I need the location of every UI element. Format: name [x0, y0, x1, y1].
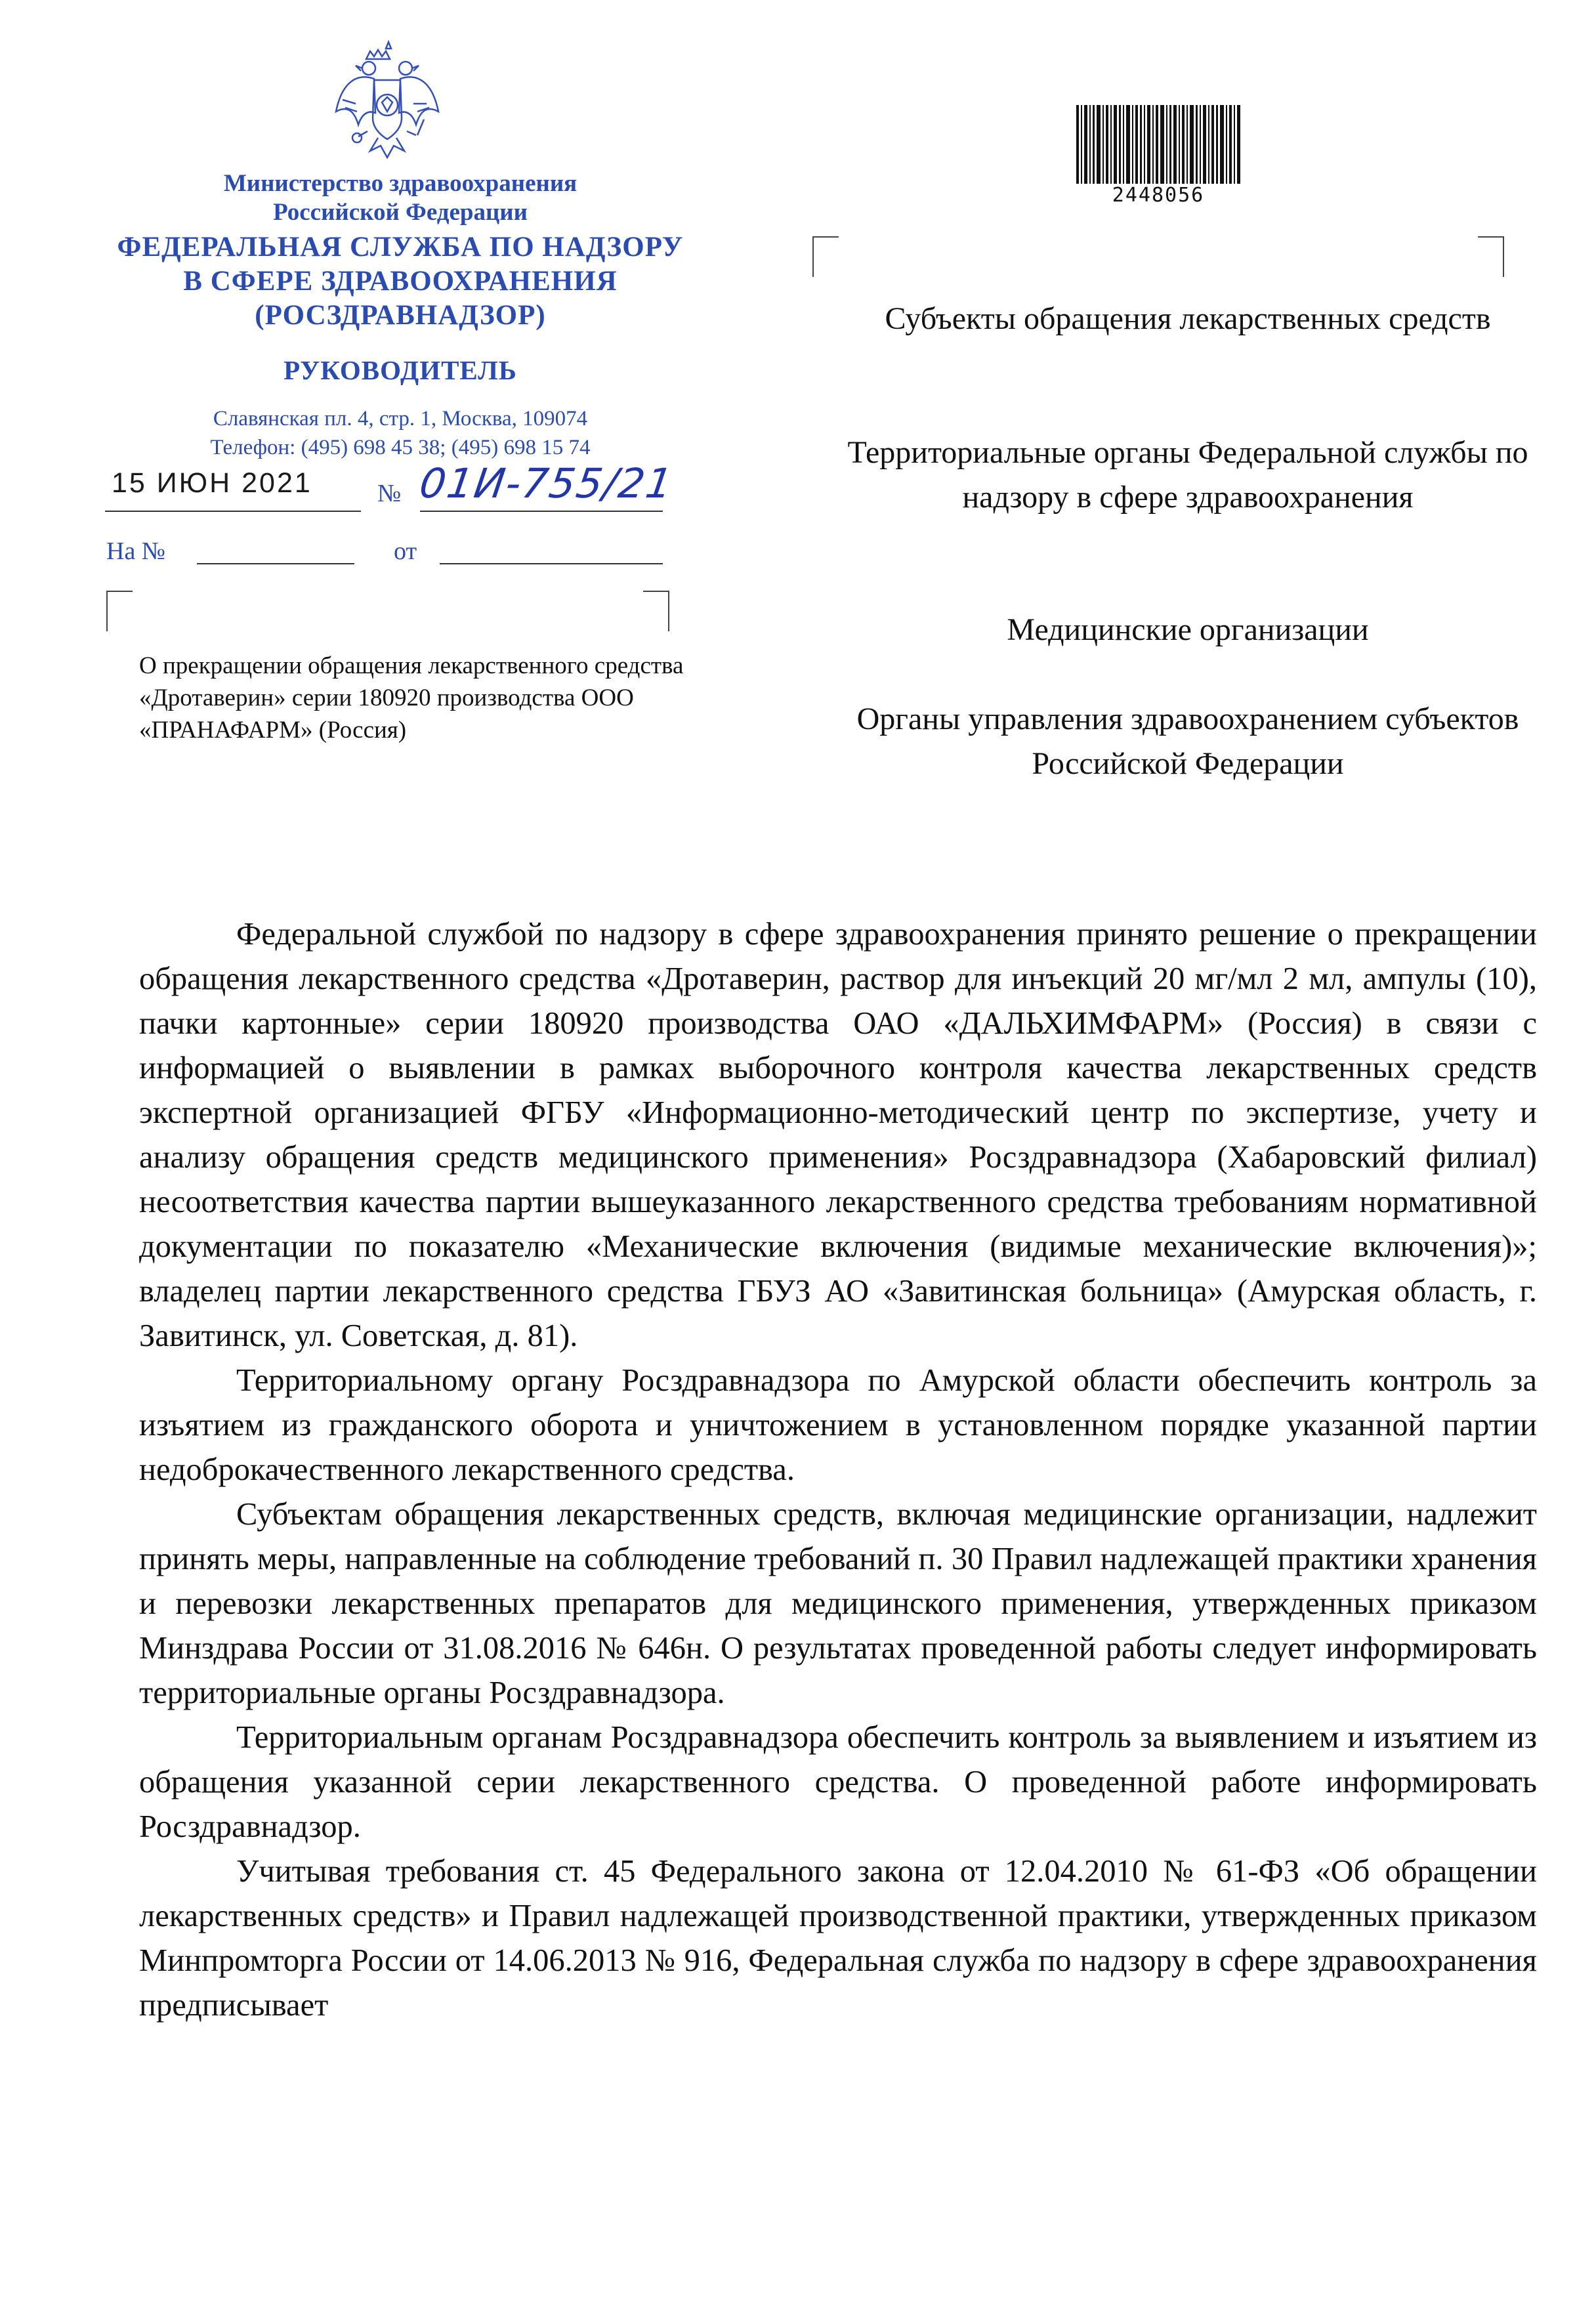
date-underline [105, 511, 361, 512]
addressee-2: Территориальные органы Федеральной службы по надзору в сфере здравоохранения [847, 435, 1528, 515]
addressee-bracket-left [812, 236, 839, 277]
service-name-line2: В СФЕРЕ ЗДРАВООХРАНЕНИЯ [183, 266, 618, 297]
document-number: 01И-755/21 [416, 459, 677, 507]
service-abbreviation: (РОСЗДРАВНАДЗОР) [255, 300, 546, 331]
ministry-name-line2: Российской Федерации [273, 199, 528, 226]
signatory-title: РУКОВОДИТЕЛЬ [284, 355, 517, 385]
service-name-line1: ФЕДЕРАЛЬНАЯ СЛУЖБА ПО НАДЗОРУ [117, 232, 684, 263]
letter-subject: О прекращении обращения лекарственного средства «Дротаверин» серии 180920 производства ООО «ПРАНАФАРМ» (Россия) [139, 652, 684, 744]
body-paragraph-4: Территориальным органам Росздравнадзора обеспечить контроль за выявлением и изъятием из обращения указанной серии лекарственного средства. О проведенной работе информировать Росздравнадзор. [139, 1720, 1537, 1844]
body-paragraph-2: Территориальному органу Росздравнадзора по Амурской области обеспечить контроль за изъятием из гражданского оборота и уничтожением в установленном порядке указанной партии недоброкачественного лекарственного средства. [139, 1363, 1537, 1487]
subject-bracket-right [643, 591, 669, 631]
barcode-number: 2448056 [1112, 184, 1205, 207]
state-emblem-icon [328, 39, 446, 167]
from-date-label: от [394, 537, 417, 565]
phone-numbers: Телефон: (495) 698 45 38; (495) 698 15 74 [210, 436, 591, 459]
letter-body [139, 912, 1537, 2028]
addressee-3: Медицинские организации [1007, 612, 1369, 647]
addressee-bracket-right [1478, 236, 1504, 277]
number-sign: № [377, 480, 402, 507]
ministry-name-line1: Министерство здравоохранения [223, 170, 578, 197]
reply-to-label: На № [106, 537, 166, 565]
address: Славянская пл. 4, стр. 1, Москва, 109074 [213, 407, 588, 431]
addressee-1: Субъекты обращения лекарственных средств [885, 301, 1491, 336]
barcode [1076, 105, 1240, 184]
from-date-underline [440, 563, 663, 564]
subject-bracket-left [106, 591, 133, 631]
date-stamp: 15 ИЮН 2021 [112, 467, 312, 499]
body-paragraph-5: Учитывая требования ст. 45 Федерального закона от 12.04.2010 № 61-ФЗ «Об обращении лекарственных средств» и Правил надлежащей производственной практики, утвержденных приказом Минпромторга России от 14.06.2013 № 916, Федеральная служба по надзору в сфере здравоохранения предписывает [139, 1854, 1537, 2023]
addressee-4: Органы управления здравоохранением субъектов Российской Федерации [856, 702, 1519, 781]
body-paragraph-1: Федеральной службой по надзору в сфере здравоохранения принято решение о прекращении обращения лекарственного средства «Дротаверин, раствор для инъекций 20 мг/мл 2 мл, ампулы (10), пачки картонные» серии 180920 производства ОАО «ДАЛЬХИМФАРМ» (Россия) в связи с информацией о выявлении в рамках выборочного контроля качества лекарственных средств экспертной организацией ФГБУ «Информационно-методический центр по экспертизе, учету и анализу обращения средств медицинского применения» Росздравнадзора (Хабаровский филиал) несоответствия качества партии вышеуказанного лекарственного средства требованиям нормативной документации по показателю «Механические включения (видимые механические включения)»; владелец партии лекарственного средства ГБУЗ АО «Завитинская больница» (Амурская область, г. Завитинск, ул. Советская, д. 81). [139, 917, 1537, 1353]
reply-to-underline [197, 563, 354, 564]
body-paragraph-3: Субъектам обращения лекарственных средств, включая медицинские организации, надлежит принять меры, направленные на соблюдение требований п. 30 Правил надлежащей практики хранения и перевозки лекарственных препаратов для медицинского применения, утвержденных приказом Минздрава России от 31.08.2016 № 646н. О результатах проведенной работы следует информировать территориальные органы Росздравнадзора. [139, 1497, 1537, 1710]
number-underline [420, 511, 663, 512]
